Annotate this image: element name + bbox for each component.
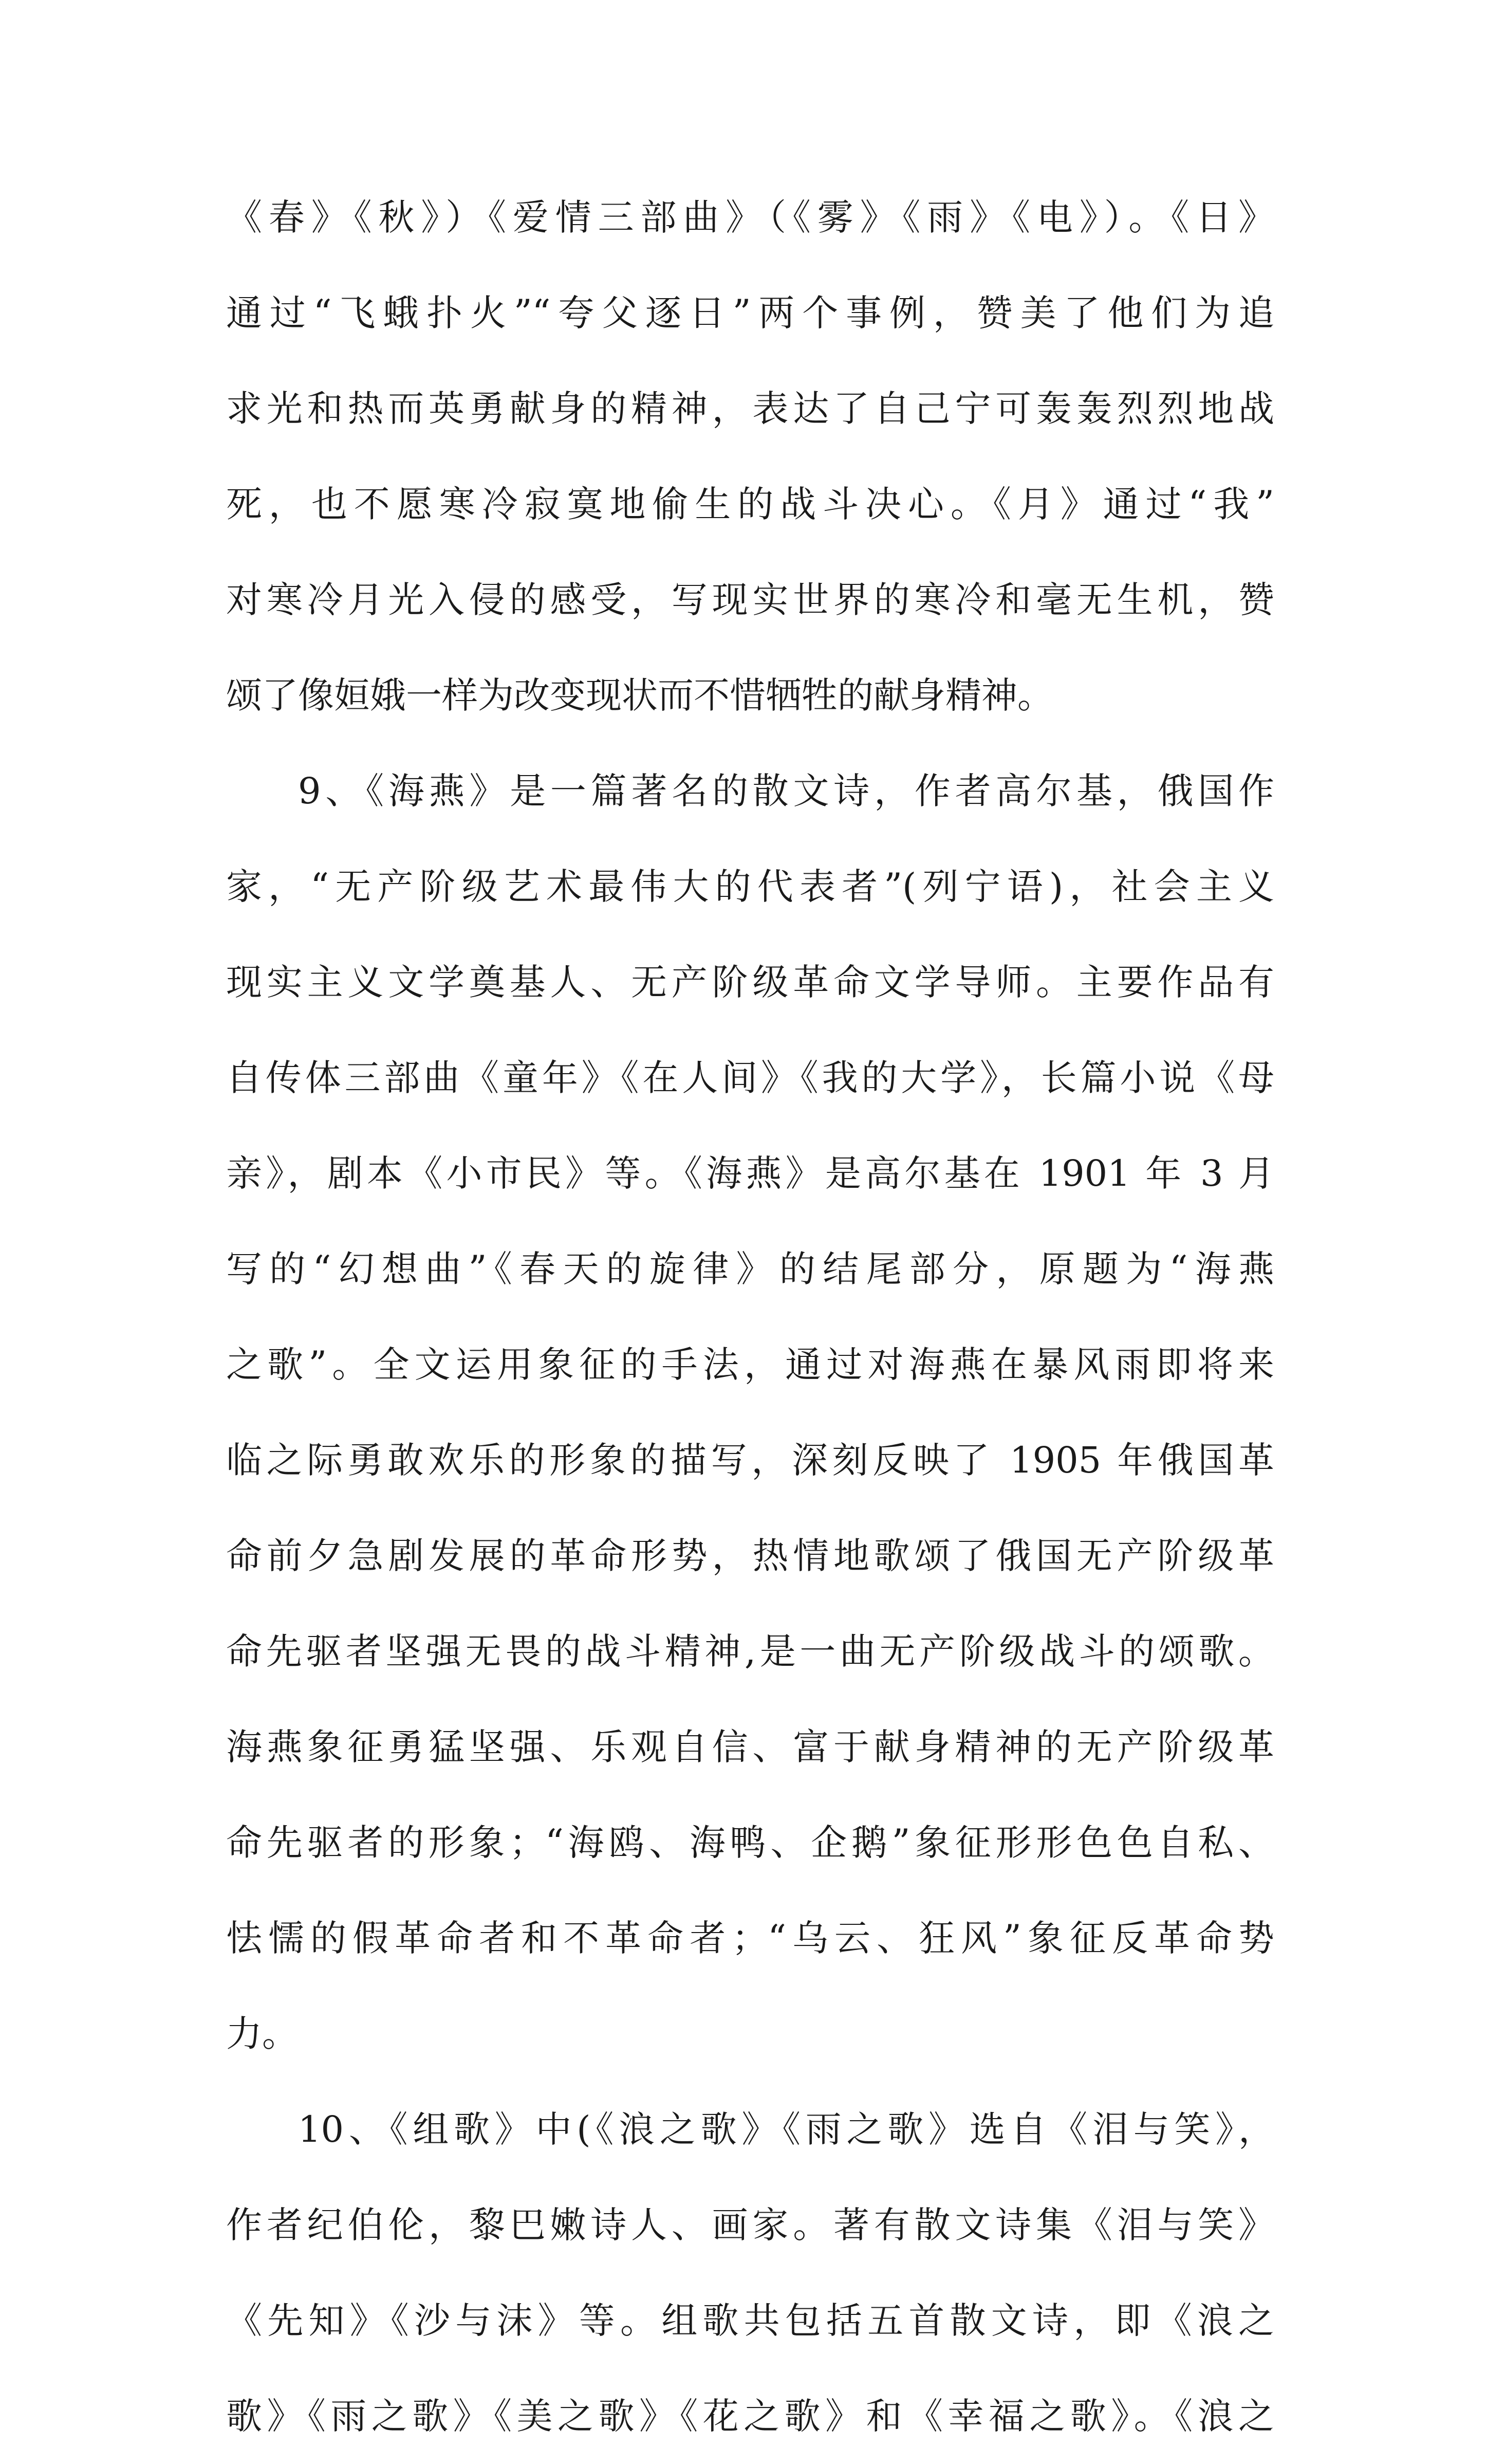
text-line: 亲》，剧本《小市民》等。《海燕》是高尔基在 1901 年 3 月 xyxy=(226,1152,1274,1194)
text-line: 通过“飞蛾扑火”“夸父逐日”两个事例，赞美了他们为追 xyxy=(226,292,1274,334)
text-line: 对寒冷月光入侵的感受，写现实世界的寒冷和毫无生机，赞 xyxy=(226,579,1274,621)
text-line: 命先驱者的形象；“海鸥、海鸭、企鹅”象征形形色色自私、 xyxy=(226,1822,1274,1864)
text-line: 歌》《雨之歌》《美之歌》《花之歌》和《幸福之歌》。《浪之 xyxy=(226,2395,1274,2437)
text-line: 命前夕急剧发展的革命形势，热情地歌颂了俄国无产阶级革 xyxy=(226,1535,1274,1577)
text-line: 死，也不愿寒冷寂寞地偷生的战斗决心。《月》通过“我” xyxy=(226,483,1274,525)
text-line: 求光和热而英勇献身的精神，表达了自己宁可轰轰烈烈地战 xyxy=(226,388,1274,430)
text-line: 《春》《秋》）《爱情三部曲》（《雾》《雨》《电》）。《日》 xyxy=(226,196,1274,238)
text-line: 自传体三部曲《童年》《在人间》《我的大学》，长篇小说《母 xyxy=(226,1057,1274,1099)
text-line: 海燕象征勇猛坚强、乐观自信、富于献身精神的无产阶级革 xyxy=(226,1726,1274,1768)
text-line: 之歌”。全文运用象征的手法，通过对海燕在暴风雨即将来 xyxy=(226,1344,1274,1386)
paragraph-9-start: 9、《海燕》是一篇著名的散文诗，作者高尔基，俄国作 xyxy=(298,770,1274,812)
text-line: 作者纪伯伦，黎巴嫩诗人、画家。著有散文诗集《泪与笑》 xyxy=(226,2204,1274,2246)
text-line: 力。 xyxy=(226,2013,298,2055)
body-text xyxy=(226,170,1274,2464)
text-line: 现实主义文学奠基人、无产阶级革命文学导师。主要作品有 xyxy=(226,961,1274,1003)
text-line: 家，“无产阶级艺术最伟大的代表者”(列宁语)，社会主义 xyxy=(226,866,1274,908)
text-line: 命先驱者坚强无畏的战斗精神,是一曲无产阶级战斗的颂歌。 xyxy=(226,1630,1274,1672)
paragraph-10-start: 10、《组歌》中(《浪之歌》《雨之歌》选自《泪与笑》， xyxy=(298,2108,1274,2150)
text-line: 《先知》《沙与沫》等。组歌共包括五首散文诗，即《浪之 xyxy=(226,2300,1274,2342)
text-line: 临之际勇敢欢乐的形象的描写，深刻反映了 1905 年俄国革 xyxy=(226,1439,1274,1481)
text-line: 写的“幻想曲”《春天的旋律》的结尾部分，原题为“海燕 xyxy=(226,1248,1274,1290)
text-line: 颂了像姮娥一样为改变现状而不惜牺牲的献身精神。 xyxy=(226,674,1053,716)
text-line: 怯懦的假革命者和不革命者；“乌云、狂风”象征反革命势 xyxy=(226,1917,1274,1959)
